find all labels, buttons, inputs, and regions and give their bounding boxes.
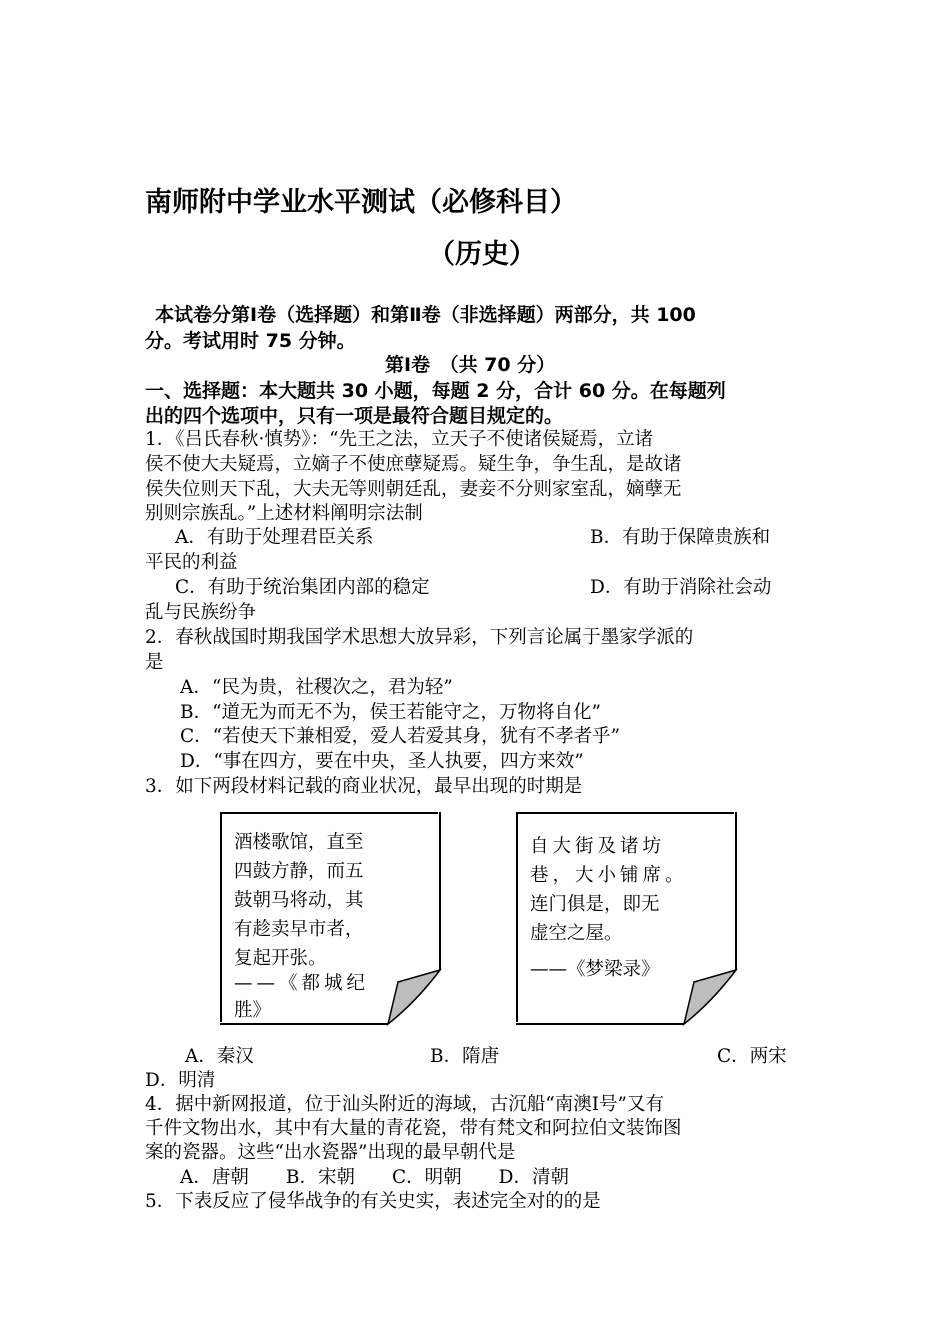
q1-option-a: A．有助于处理君臣关系 xyxy=(175,527,374,548)
q3-option-d: D．明清 xyxy=(145,1070,216,1091)
q2-line-2: 是 xyxy=(145,652,164,673)
q4-line-3: 案的瓷器。这些“出水瓷器”出现的最早朝代是 xyxy=(145,1142,516,1163)
q4-line-1: 4．据中新网报道，位于汕头附近的海域，古沉船“南澳Ⅰ号”又有 xyxy=(145,1094,664,1115)
material-note-2 xyxy=(516,812,734,1022)
section-instructions-1: 一、选择题：本大题共 30 小题，每题 2 分，合计 60 分。在每题列 xyxy=(145,380,726,402)
note2-line-1: 自大街及诸坊 xyxy=(530,836,666,857)
q3-option-a: A．秦汉 xyxy=(185,1046,254,1067)
q1-option-b-cont: 平民的利益 xyxy=(145,552,238,573)
note1-line-5: 复起开张。 xyxy=(234,948,327,969)
material-note-1 xyxy=(220,812,438,1022)
note1-line-3: 鼓朝马将动，其 xyxy=(234,890,364,911)
note1-line-7: 胜》 xyxy=(234,1000,272,1021)
q1-line-1: 1．《吕氏春秋·慎势》：“先王之法，立天子不使诸侯疑焉，立诸 xyxy=(145,429,654,450)
note1-line-1: 酒楼歌馆，直至 xyxy=(234,832,364,853)
note2-line-5: ——《梦梁录》 xyxy=(530,959,660,980)
q3-option-c: C．两宋 xyxy=(717,1046,787,1067)
page-title: 南师附中学业水平测试（必修科目） xyxy=(145,187,577,218)
q2-option-b: B．“道无为而无不为，侯王若能守之，万物将自化” xyxy=(180,702,602,723)
q2-line-1: 2．春秋战国时期我国学术思想大放异彩，下列言论属于墨家学派的 xyxy=(145,627,694,648)
note1-line-4: 有趁卖早市者， xyxy=(234,919,364,940)
q3-option-b: B．隋唐 xyxy=(430,1046,500,1067)
note1-line-2: 四鼓方静，而五 xyxy=(234,861,364,882)
q4-options: A．唐朝 B．宋朝 C．明朝 D．清朝 xyxy=(180,1167,569,1188)
q1-option-c: C．有助于统治集团内部的稳定 xyxy=(175,577,430,598)
q1-line-3: 侯失位则天下乱，大夫无等则朝廷乱，妻妾不分则家室乱，嫡孽无 xyxy=(145,479,682,500)
section-instructions-2: 出的四个选项中，只有一项是最符合题目规定的。 xyxy=(145,405,564,427)
q1-line-2: 侯不使大夫疑焉，立嫡子不使庶孽疑焉。疑生争，争生乱，是故诸 xyxy=(145,454,682,475)
q2-option-a: A．“民为贵，社稷次之，君为轻” xyxy=(180,677,453,698)
note1-line-6: ——《都城纪 xyxy=(234,973,370,994)
q1-line-4: 别则宗族乱。”上述材料阐明宗法制 xyxy=(145,503,423,524)
q1-option-d: D．有助于消除社会动 xyxy=(590,577,772,598)
note2-line-4: 虚空之屋。 xyxy=(530,923,623,944)
intro-line-1: 本试卷分第Ⅰ卷（选择题）和第Ⅱ卷（非选择题）两部分，共 100 xyxy=(155,304,696,326)
q4-line-2: 千件文物出水，其中有大量的青花瓷，带有梵文和阿拉伯文装饰图 xyxy=(145,1118,682,1139)
q1-option-d-cont: 乱与民族纷争 xyxy=(145,602,257,623)
q5-line-1: 5．下表反应了侵华战争的有关史实，表述完全对的的是 xyxy=(145,1191,601,1212)
q2-option-c: C．“若使天下兼相爱，爱人若爱其身，犹有不孝者乎” xyxy=(180,726,621,747)
note2-line-2: 巷，大小铺席。 xyxy=(530,865,688,886)
q1-option-b: B．有助于保障贵族和 xyxy=(590,527,771,548)
intro-line-2: 分。考试用时 75 分钟。 xyxy=(145,330,356,352)
note2-line-3: 连门俱是，即无 xyxy=(530,894,660,915)
page-subtitle: （历史） xyxy=(428,239,536,270)
q3-line-1: 3．如下两段材料记载的商业状况，最早出现的时期是 xyxy=(145,776,583,797)
q2-option-d: D．“事在四方，要在中央，圣人执要，四方来效” xyxy=(180,751,584,772)
section-heading: 第Ⅰ卷 （共 70 分） xyxy=(385,354,556,376)
